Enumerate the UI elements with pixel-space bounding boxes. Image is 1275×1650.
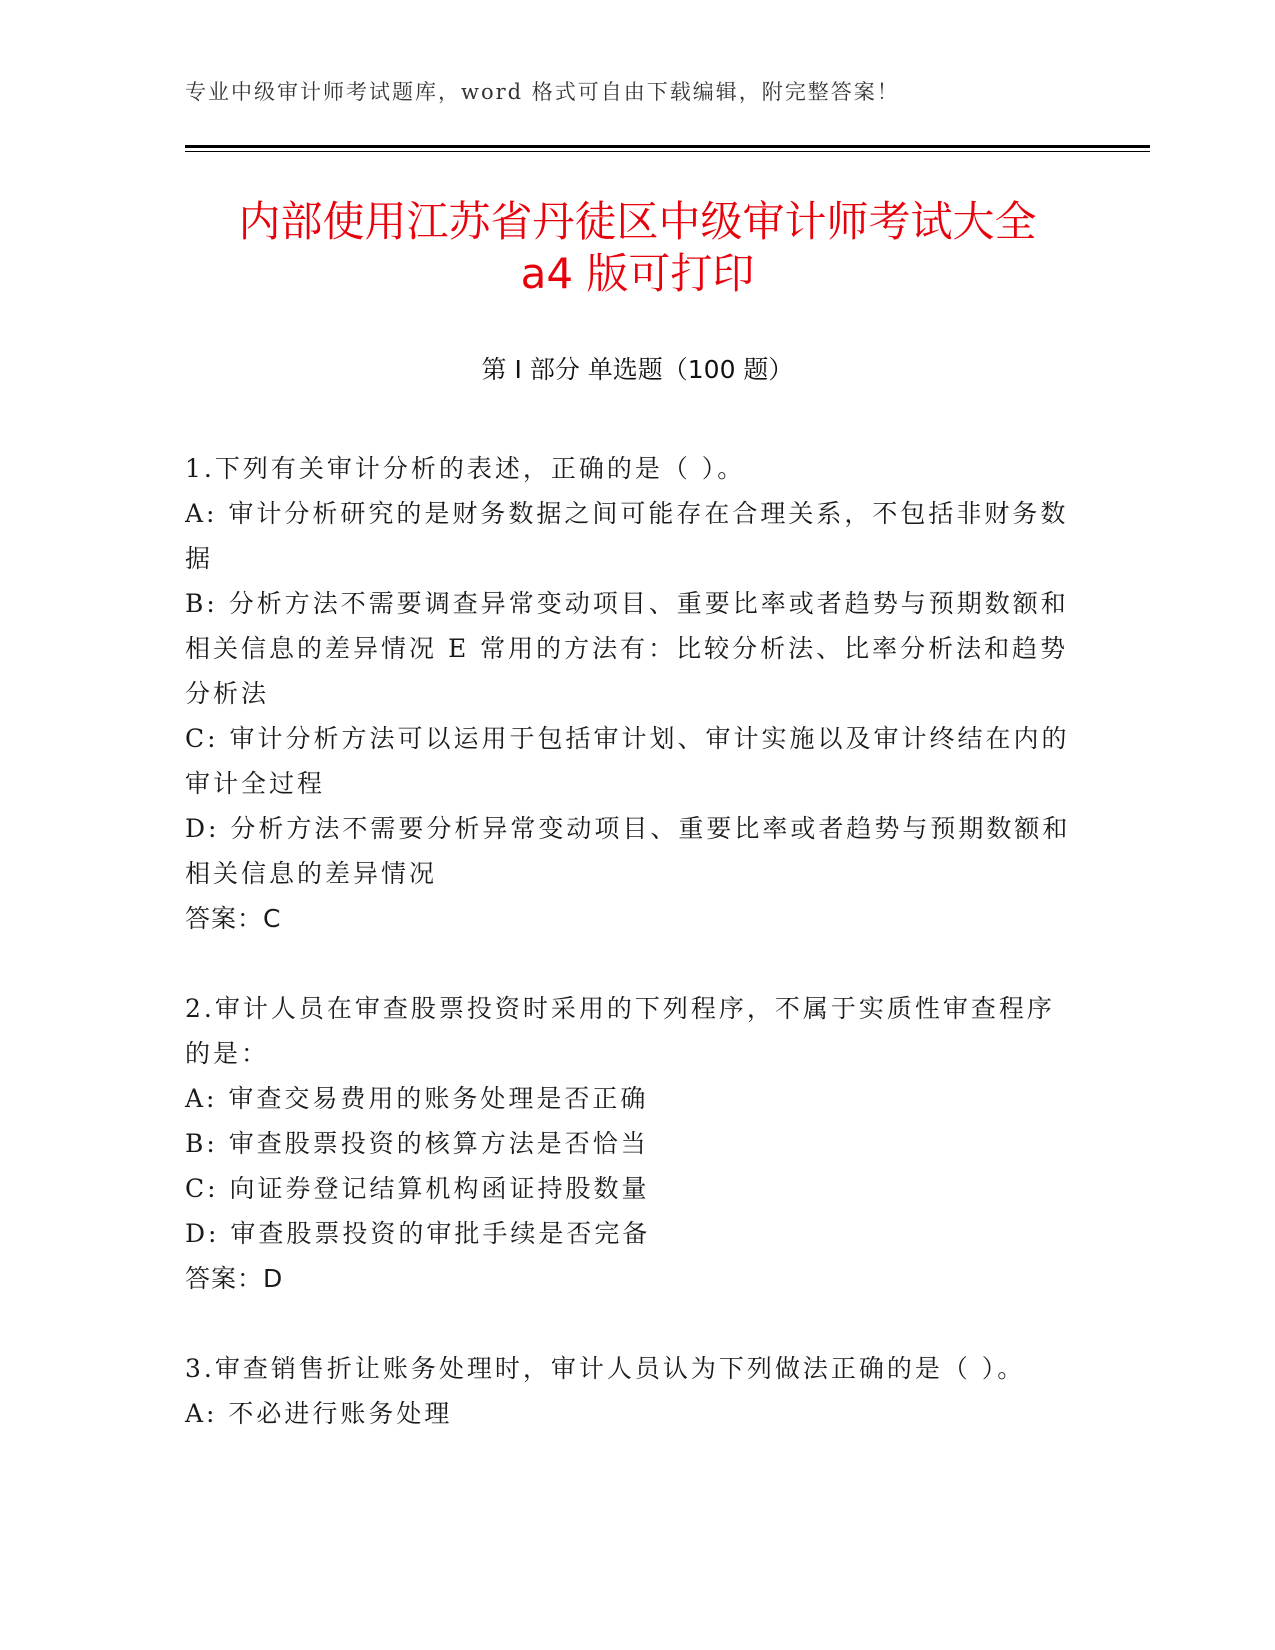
- option-d: D: 分析方法不需要分析异常变动项目、重要比率或者趋势与预期数额和相关信息的差异情况: [185, 814, 1071, 888]
- option-b: B: 分析方法不需要调查异常变动项目、重要比率或者趋势与预期数额和相关信息的差异情况 E 常用的方法有：比较分析法、比率分析法和趋势分析法: [185, 589, 1069, 708]
- option-c: C: 向证券登记结算机构函证持股数量: [185, 1174, 650, 1203]
- answer-text: 答案：D: [185, 1264, 284, 1293]
- option-a: A: 审查交易费用的账务处理是否正确: [185, 1084, 649, 1113]
- question-stem: 3.审查销售折让账务处理时，审计人员认为下列做法正确的是（ ）。: [185, 1354, 1026, 1383]
- answer-text: 答案：C: [185, 904, 282, 933]
- page-header-text: 专业中级审计师考试题库，word 格式可自由下载编辑，附完整答案！: [185, 80, 900, 104]
- document-title: [140, 196, 1135, 300]
- option-b: B: 审查股票投资的核算方法是否恰当: [185, 1129, 649, 1158]
- question-stem: 1.下列有关审计分析的表述，正确的是（ ）。: [185, 454, 746, 483]
- document-title-line1: 内部使用江苏省丹徒区中级审计师考试大全: [238, 197, 1037, 246]
- option-a: A: 不必进行账务处理: [185, 1399, 453, 1428]
- option-a: A: 审计分析研究的是财务数据之间可能存在合理关系，不包括非财务数据: [185, 499, 1069, 573]
- option-d: D: 审查股票投资的审批手续是否完备: [185, 1219, 651, 1248]
- document-title-line2: a4 版可打印: [520, 249, 755, 298]
- header-rule-thick: [185, 145, 1150, 148]
- question-stem: 2.审计人员在审查股票投资时采用的下列程序，不属于实质性审查程序的是：: [185, 994, 1055, 1068]
- question-list: [185, 446, 1075, 1481]
- question-1: [185, 446, 1075, 941]
- header-rule-thin: [185, 151, 1150, 152]
- section-title: 第 I 部分 单选题（100 题）: [481, 355, 794, 384]
- question-3: [185, 1346, 1075, 1436]
- question-2: [185, 986, 1075, 1301]
- option-c: C: 审计分析方法可以运用于包括审计划、审计实施以及审计终结在内的审计全过程: [185, 724, 1070, 798]
